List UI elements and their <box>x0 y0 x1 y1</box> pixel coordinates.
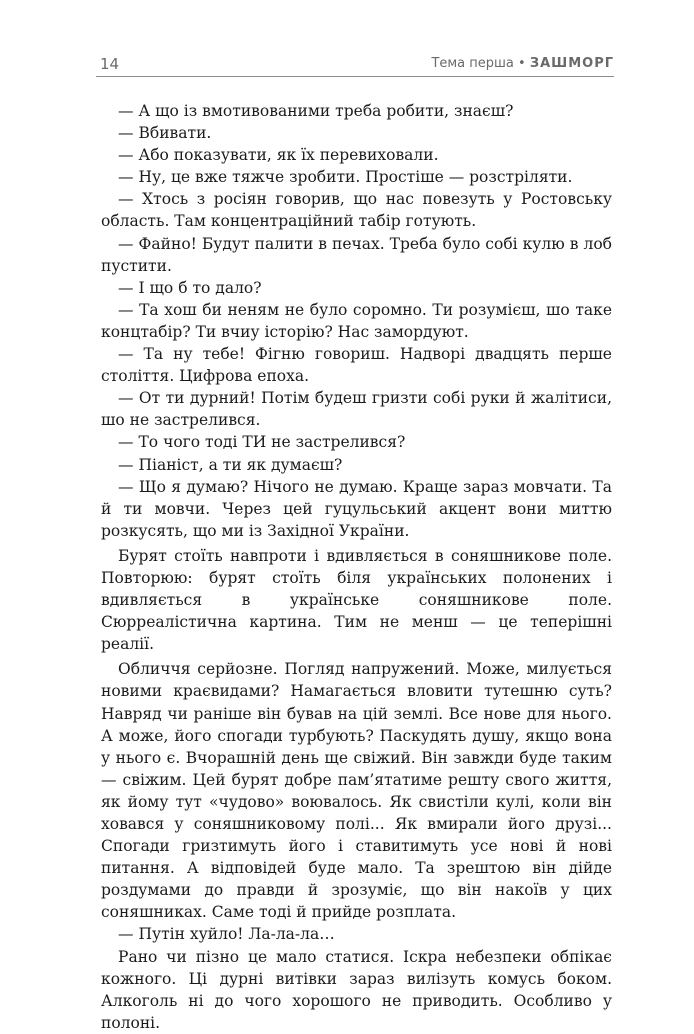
header-separator: • <box>513 56 530 71</box>
narrative-paragraph: Рано чи пізно це мало статися. Іскра небезпеки обпікає кожного. Ці дурні витівки зараз вилізуть комусь боком. Алкоголь ні до чого хорошого не приводить. Особливо у полоні. <box>101 947 612 1032</box>
dialogue-line: — Або показувати, як їх перевиховали. <box>118 146 439 165</box>
narrative-paragraph: Обличчя серйозне. Погляд напружений. Може, милується новими краєвидами? Намагається вловити тутешню суть? Навряд чи раніше він бував на цій землі. Все нове для нього. А може, його спогади турбують? Паскудять душу, якщо вона у нього є. Вчорашній день ще свіжий. Він завжди буде таким — свіжим. Цей бурят добре пам’ятатиме решту свого життя, як йому тут «чудово» воювалось. Як свистіли кулі, коли він ховався у соняшниковому полі... Як вмирали його друзі... Спогади гризтимуть його і ставитимуть усе нові й нові питання. А відповідей буде мало. Та зрештою він дійде роздумами до правди й зрозуміє, що він накоїв у цих соняшниках. Саме тоді й прийде розплата. <box>101 660 612 922</box>
running-header <box>96 52 614 77</box>
dialogue-line: — От ти дурний! Потім будеш гризти собі руки й жалітиси, шо не застрелився. <box>101 389 612 430</box>
page-number: 14 <box>100 55 120 73</box>
dialogue-line: — Вбивати. <box>118 124 212 143</box>
dialogue-line: — Та ну тебе! Фігню говориш. Надворі двадцять перше століття. Цифрова епоха. <box>101 345 612 386</box>
dialogue-line: — Та хош би неням не було соромно. Ти розумієш, шо таке концтабір? Ти вчиу історію? Нас замордуют. <box>101 300 612 341</box>
narrative-paragraph: Бурят стоїть навпроти і вдивляється в соняшникове поле. Повторюю: бурят стоїть біля українських полонених і вдивляється в українське соняшникове поле. Сюрреалістична картина. Тим не менш — це теперішні реалії. <box>101 546 612 654</box>
dialogue-line: — Що я думаю? Нічого не думаю. Краще зараз мовчати. Та й ти мовчи. Через цей гуцульський акцент вони миттю розкусять, що ми із Західної України. <box>101 477 612 540</box>
dialogue-line: — Хтось з росіян говорив, що нас повезуть у Ростовську область. Там концентраційний табір готують. <box>101 190 612 231</box>
dialogue-line: — Файно! Будут палити в печах. Треба було собі кулю в лоб пустити. <box>101 234 612 275</box>
dialogue-line: — Ну, це вже тяжче зробити. Простіше — розстріляти. <box>118 168 573 187</box>
dialogue-line: — Путін хуйло! Ла-ла-ла… <box>118 925 335 944</box>
running-head <box>431 56 614 71</box>
dialogue-line: — Піаніст, а ти як думаєш? <box>118 455 343 474</box>
dialogue-line: — А що із вмотивованими треба робити, знаєш? <box>118 102 514 120</box>
section-title: Тема перша <box>431 56 514 71</box>
dialogue-line: — То чого тоді ТИ не застрелився? <box>118 433 406 452</box>
chapter-title: ЗАШМОРГ <box>529 56 614 71</box>
dialogue-line: — І що б то дало? <box>118 278 262 297</box>
body-text <box>101 100 612 1034</box>
